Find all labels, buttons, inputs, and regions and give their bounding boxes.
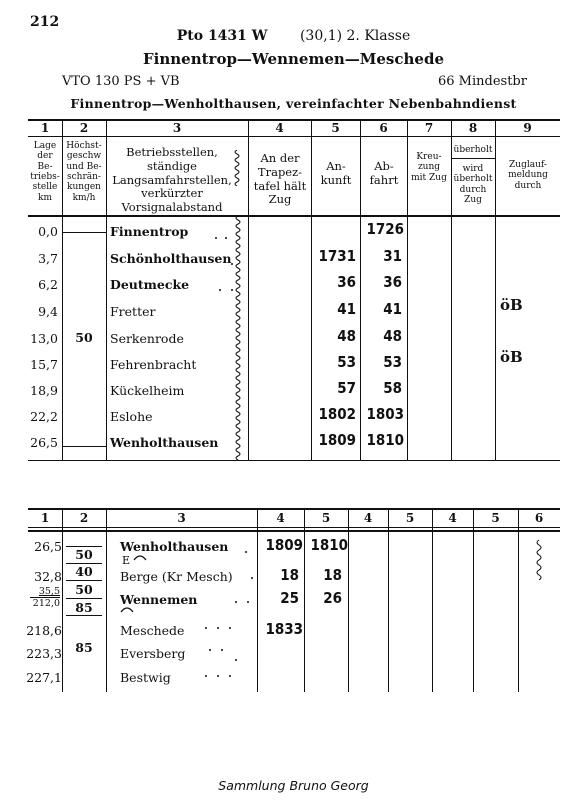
route-title: Finnentrop—Wennemen—Meschede (143, 50, 444, 68)
row-station: Schönholthausen (110, 251, 232, 266)
row-speed-2: 85 (75, 600, 93, 615)
col-number-3: 3 (172, 121, 182, 135)
col-number-1: 1 (40, 121, 50, 135)
header-overtaken-by: wird überholt durch Zug (453, 164, 493, 206)
page-number: 212 (30, 14, 60, 30)
vehicle-info: VTO 130 PS + VB (62, 74, 180, 89)
section-title: Finnentrop—Wenholthausen, vereinfachter Nebenbahndienst (70, 96, 517, 111)
row-km: 9,4 (38, 304, 58, 319)
row-km: 35,5 (38, 586, 60, 597)
row-run-report: öB (500, 348, 523, 366)
row-station: Kückelheim (110, 383, 185, 398)
train-header (0, 28, 587, 44)
row-km: 3,7 (38, 251, 58, 266)
row-departure: 1803 (366, 405, 404, 423)
slow-zone-wavy-icon (534, 540, 544, 580)
header-run-report: Zuglauf-meldung durch (508, 160, 548, 191)
row-departure: 31 (383, 247, 402, 265)
header-crossing: Kreu-zung mit Zug (411, 152, 447, 183)
row-departure: 41 (383, 300, 402, 318)
row-arrival: 1802 (318, 405, 356, 423)
row-arrival: 53 (337, 353, 356, 371)
row-station: Meschede (120, 623, 185, 638)
row-km: 13,0 (30, 331, 58, 346)
col-number-5: 5 (321, 511, 331, 525)
row-departure: 48 (383, 327, 402, 345)
min-brake-info: 66 Mindestbr (438, 74, 527, 89)
route-marks (118, 548, 258, 688)
train-number: Pto 1431 W (176, 28, 268, 44)
row-km: 26,5 (30, 435, 58, 450)
col-number-2: 2 (79, 511, 89, 525)
row-departure: 26 (323, 589, 342, 607)
header-arrival: An-kunft (320, 159, 352, 187)
row-km: 227,1 (26, 670, 62, 685)
row-km: 0,0 (38, 224, 58, 239)
col-number-2: 2 (79, 121, 89, 135)
col-number-4b: 4 (363, 511, 373, 525)
row-station: Wenholthausen (120, 539, 229, 554)
row-station: Bestwig (120, 670, 171, 685)
row-km: 223,3 (26, 646, 62, 661)
row-arrival: 25 (280, 589, 299, 607)
col-number-8: 8 (468, 121, 478, 135)
col-number-5b: 5 (405, 511, 415, 525)
row-departure: 53 (383, 353, 402, 371)
col-number-7: 7 (424, 121, 434, 135)
header-stations: Betriebsstellen, ständige Langsamfahrstellen, verkürzter Vorsignalabstand (112, 145, 232, 215)
col-number-4: 4 (276, 511, 285, 525)
row-departure: 36 (383, 273, 402, 291)
row-departure: 1810 (366, 431, 404, 449)
row-station: Wennemen (120, 592, 198, 607)
col-number-9: 9 (523, 121, 532, 135)
row-speed: 85 (75, 640, 93, 655)
col-number-5: 5 (331, 121, 340, 135)
row-km: 218,6 (26, 623, 62, 638)
row-km-2: 212,0 (32, 598, 60, 609)
col-number-3: 3 (177, 511, 186, 525)
row-station: Eslohe (110, 409, 153, 424)
row-departure: 58 (383, 379, 402, 397)
row-station: Fehrenbracht (110, 357, 197, 372)
row-arrival: 41 (337, 300, 356, 318)
row-km: 32,8 (34, 569, 62, 584)
row-speed: 40 (75, 564, 93, 579)
row-station: Serkenrode (110, 331, 184, 346)
collection-credit: Sammlung Bruno Georg (218, 778, 369, 793)
row-arrival: 1731 (318, 247, 356, 265)
col-number-6: 6 (379, 121, 388, 135)
row-station: Eversberg (120, 646, 186, 661)
header-max-speed: Höchst-geschw und Be-schrän-kungen km/h (66, 141, 102, 203)
slow-zone-wavy-line (233, 216, 243, 460)
row-station: Fretter (110, 304, 156, 319)
row-arrival: 48 (337, 327, 356, 345)
row-station: Wenholthausen (110, 435, 219, 450)
row-arrival: 36 (337, 273, 356, 291)
row-km: 18,9 (30, 383, 58, 398)
row-run-report: öB (500, 296, 523, 314)
header-location-km: Lage der Be-triebs-stelle km (30, 141, 60, 203)
col-number-5c: 5 (491, 511, 500, 525)
row-km: 22,2 (30, 409, 58, 424)
row-departure: 1810 (310, 536, 348, 554)
header-departure: Ab-fahrt (369, 159, 399, 187)
row-station-sub: E (122, 554, 131, 567)
row-station: Deutmecke (110, 277, 190, 292)
row-speed: 50 (75, 547, 93, 562)
row-arrival: 57 (337, 379, 356, 397)
col-number-4: 4 (275, 121, 284, 135)
row-km: 6,2 (38, 277, 58, 292)
train-class: (30,1) 2. Klasse (299, 28, 411, 44)
row-km: 15,7 (30, 357, 58, 372)
header-trapeze-stop: An der Trapez-tafel hält Zug (253, 151, 307, 207)
row-speed: 50 (75, 582, 93, 597)
col-number-1: 1 (40, 511, 50, 525)
row-arrival: 18 (280, 566, 299, 584)
row-arrival: 1809 (265, 536, 303, 554)
speed-limit: 50 (75, 330, 93, 345)
row-station: Berge (Kr Mesch) (120, 569, 233, 584)
row-km: 26,5 (34, 539, 62, 554)
header-overtakes: überholt (453, 145, 493, 155)
row-departure: 18 (323, 566, 342, 584)
slow-zone-wavy-icon (233, 150, 241, 186)
row-arrival: 1833 (265, 620, 303, 638)
row-departure: 1726 (366, 220, 404, 238)
row-arrival: 1809 (318, 431, 356, 449)
col-number-4c: 4 (448, 511, 457, 525)
col-number-6: 6 (534, 511, 544, 525)
row-station: Finnentrop (110, 224, 189, 239)
